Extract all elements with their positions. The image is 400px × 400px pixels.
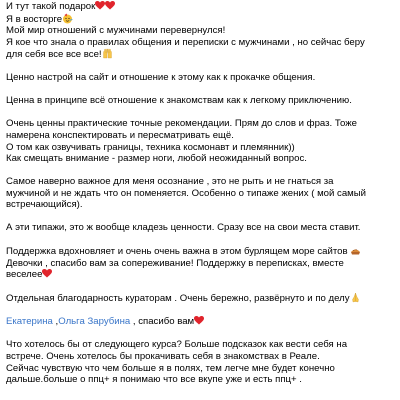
red-heart-icon	[105, 1, 115, 10]
intro-line-4: Я кое что знала о правилах общения и переписки с мужчинами , но сейчас беру	[6, 36, 365, 48]
paragraph-next-course	[6, 339, 394, 385]
next-course-line-1: Что хотелось бы от следующего курса? Больше подсказок как вести себя на	[6, 339, 348, 351]
recommendations-line-2: намерена конспектировать и пересматривать ещё.	[6, 129, 234, 141]
next-course-line-2: встрече. Очень хотелось бы прокачивать себя в знакомствах в Реале.	[6, 350, 320, 362]
paragraph-attitude: Ценна в принципе всё отношение к знакомствам как к легкому приключению.	[6, 95, 352, 107]
paragraph-types: А эти типажи, это ж вообще кладезь ценности. Сразу все на свои места ставит.	[6, 222, 361, 234]
next-course-line-3: Сейчас чувствую что чем больше я в полях, тем легче мне будет конечно	[6, 362, 335, 374]
recommendations-line-1: Очень ценны практические точные рекомендации. Прям до слов и фраз. Тоже	[6, 118, 357, 130]
red-heart-icon	[42, 269, 52, 278]
curators-text: Отдельная благодарность кураторам . Очень бережно, развёрнуто и по делу	[6, 293, 350, 305]
paragraph-recommendations	[6, 118, 394, 164]
next-course-line-4: дальше.больше о ппц+ я понимаю что все вкупе уже и есть ппц+ .	[6, 374, 302, 386]
paragraph-curators	[6, 292, 394, 305]
mention-ekaterina[interactable]: Екатерина	[6, 316, 53, 328]
realization-line-3: встречающийся).	[6, 199, 83, 211]
thanks-text: , спасибо вам	[130, 316, 195, 328]
recommendations-line-4: Как смещать внимание - размер ноги, любой неожиданный вопрос.	[6, 153, 307, 165]
paragraph-realization	[6, 176, 394, 211]
intro-line-5: для себя все все все!	[6, 49, 102, 61]
red-heart-icon	[95, 1, 105, 10]
message-intro	[6, 1, 394, 61]
intro-line-2: Я в восторге	[6, 13, 63, 25]
mention-olga-zarubina[interactable]: Ольга Зарубина	[58, 316, 131, 328]
support-line-2: Девочки , спасибо вам за сопереживание! Поддержку в переписках, вместе	[6, 257, 344, 269]
paragraph-support	[6, 245, 394, 281]
red-heart-icon	[194, 316, 204, 325]
folded-hands-icon	[350, 292, 361, 303]
paragraph-setup: Ценно настрой на сайт и отношение к этому как к прокачке общения.	[6, 72, 316, 84]
intro-line-1: И тут такой подарок	[6, 1, 96, 12]
partying-face-icon	[62, 13, 73, 24]
pie-icon	[350, 245, 361, 256]
recommendations-line-3: О том как озвучивать границы, техника космонавт и племянник))	[6, 141, 295, 153]
support-line-3: веселее	[6, 269, 43, 281]
realization-line-1: Самое наверно важное для меня осознание , это не рыть и не гнаться за	[6, 176, 334, 188]
mention-separator: ,	[52, 316, 59, 328]
support-line-1: Поддержка вдохновляет и очень очень важна в этом бурлящем море сайтов	[6, 246, 348, 258]
realization-line-2: мужчиной и не ждать что он поменяется. Особенно о типаже жених ( мой самый	[6, 187, 367, 199]
raising-hands-icon	[102, 48, 113, 59]
paragraph-thanks	[6, 316, 394, 328]
intro-line-3: Мой мир отношений с мужчинами перевернулся!	[6, 25, 226, 37]
